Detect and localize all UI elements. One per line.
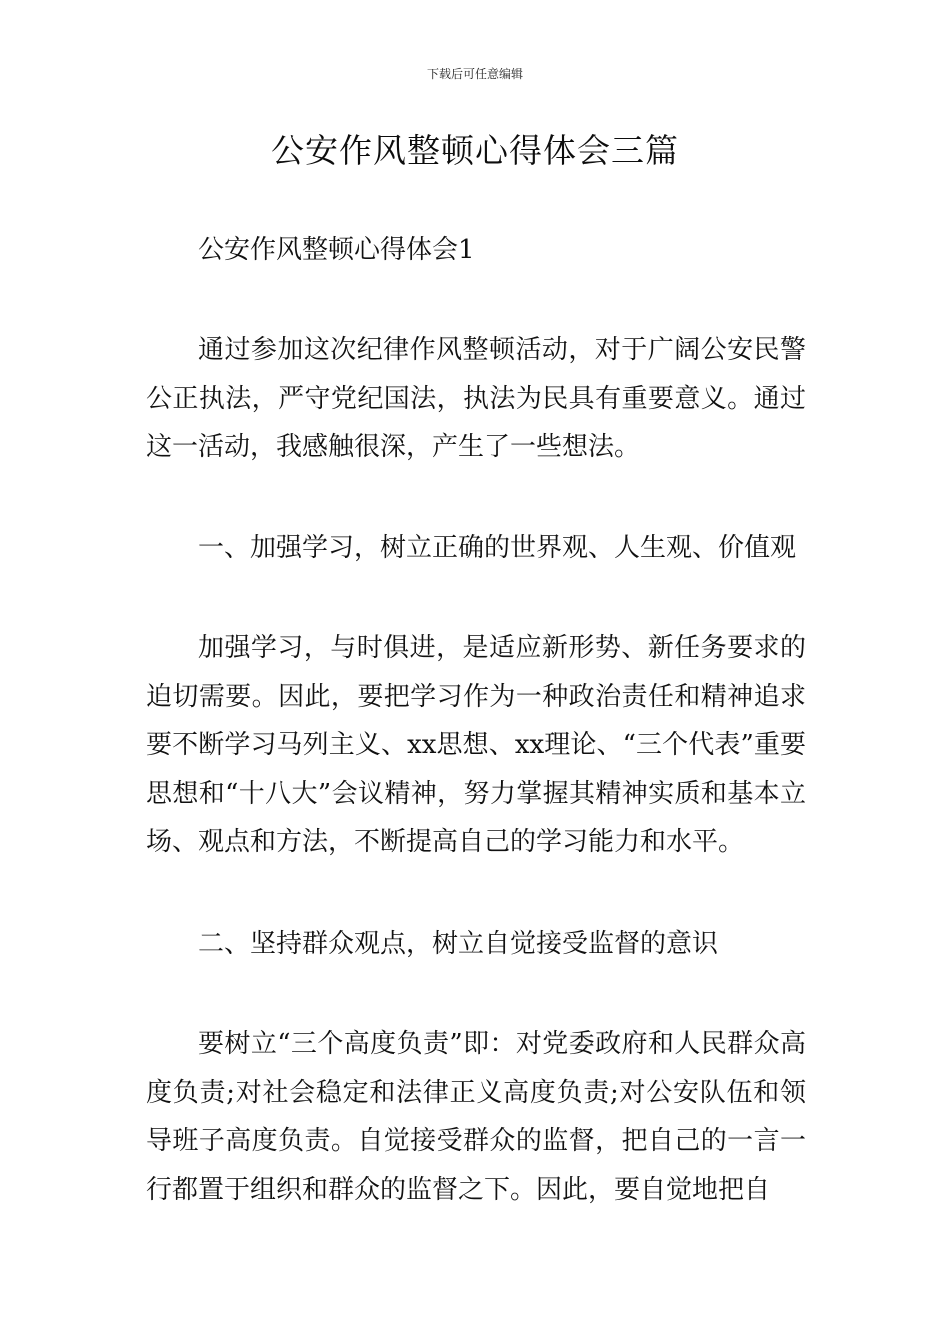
section-heading-2: 二、坚持群众观点，树立自觉接受监督的意识 <box>198 929 719 959</box>
paragraph-study: 加强学习，与时俱进，是适应新形势、新任务要求的迫切需要。因此，要把学习作为一种政治责任和精神追求要不断学习马列主义、xx思想、xx理论、“三个代表”重要思想和“十八大”会议精神，努力掌握其精神实质和基本立场、观点和方法，不断提高自己的学习能力和水平。 <box>146 633 806 857</box>
paragraph-supervision: 要树立“三个高度负责”即：对党委政府和人民群众高度负责;对社会稳定和法律正义高度负责;对公安队伍和领导班子高度负责。自觉接受群众的监督，把自己的一言一行都置于组织和群众的监督之下。因此，要自觉地把自 <box>146 1029 806 1205</box>
paragraph-intro: 通过参加这次纪律作风整顿活动，对于广阔公安民警公正执法，严守党纪国法，执法为民具有重要意义。通过这一活动，我感触很深，产生了一些想法。 <box>146 335 806 462</box>
section-subtitle: 公安作风整顿心得体会1 <box>198 235 475 265</box>
document-title: 公安作风整顿心得体会三篇 <box>271 131 679 170</box>
section-heading-1: 一、加强学习，树立正确的世界观、人生观、价值观 <box>198 533 797 563</box>
header-note: 下载后可任意编辑 <box>426 67 523 81</box>
